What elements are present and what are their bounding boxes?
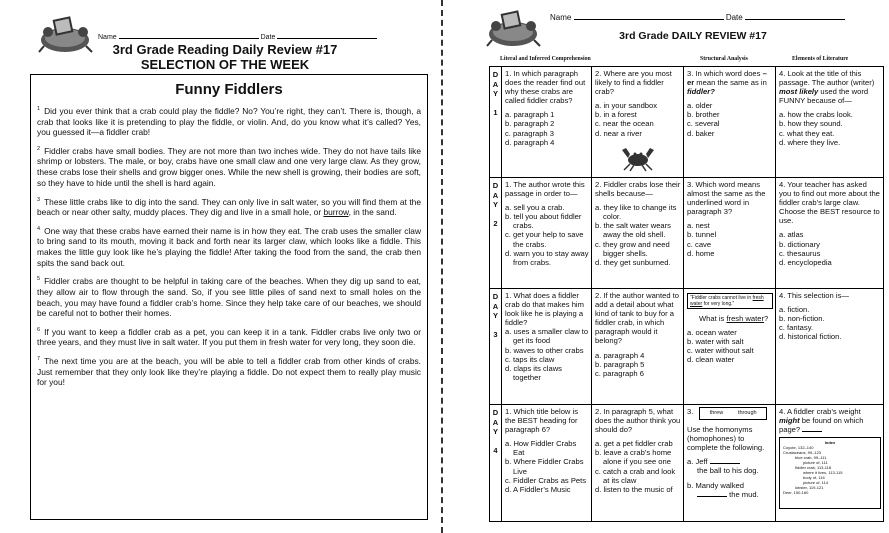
crab-logo-icon — [486, 6, 542, 48]
name-label: Name — [98, 34, 117, 41]
answer-option[interactable]: b. brother — [687, 110, 720, 120]
answer-option[interactable]: a. ocean water — [687, 328, 737, 338]
index-line: Deer, 150-160 — [783, 490, 809, 496]
day-letter: D — [492, 408, 499, 417]
answer-option[interactable]: b. dictionary — [779, 239, 820, 249]
fill-in-text: the ball to his dog. — [697, 466, 759, 476]
question-text — [687, 314, 773, 323]
review-page — [448, 0, 889, 533]
answer-option[interactable]: a. nest — [687, 221, 710, 231]
day-row-4 — [490, 405, 883, 521]
day-letter: Y — [492, 427, 498, 436]
day-number: 4 — [493, 445, 498, 455]
question-part: be found on which page? — [779, 416, 864, 435]
answer-option[interactable]: c. they grow and need bigger shells. — [595, 239, 670, 258]
question-part: 4. Look at the title of this passage. The author (writer) — [779, 69, 875, 88]
answer-option[interactable]: d. encyclopedia — [779, 257, 832, 267]
answer-option[interactable]: d. listen to the music of — [595, 484, 673, 494]
question-cell — [684, 67, 776, 177]
quote-underlined: fresh water — [690, 295, 764, 307]
question-cell — [502, 289, 592, 404]
answer-option[interactable]: b. tell you about fiddler crabs. — [505, 212, 582, 231]
answer-option[interactable]: b. water with salt — [687, 337, 744, 347]
answer-option[interactable]: c. paragraph 3 — [505, 128, 554, 138]
answer-option[interactable]: b. how they sound. — [779, 119, 843, 129]
question-text — [687, 69, 773, 96]
answer-option[interactable]: a. sell you a crab. — [505, 203, 565, 213]
paragraph-text: These little crabs like to dig into the sand. They can only live in salt water, so you will find them at the beach or near other salty, muddy places. They dig and live in a small hole, or — [37, 196, 421, 218]
question-text: 2. In paragraph 5, what does the author think you should do? — [595, 407, 681, 435]
question-cell — [776, 405, 883, 521]
question-text: 1. In which paragraph does the reader find out why these crabs are called fiddler crabs? — [505, 69, 586, 106]
paragraph-text: Fiddler crabs are thought to be helpful in taking care of the beaches. When they dig up sand to eat, they allow air to flow through the sand. So, if you see little piles of sand next to small holes on the beach, you may have found a fiddler crab’s home. Since they help take care of our beaches, we should be careful not to bother their homes. — [37, 276, 421, 319]
paragraph-text: One way that these crabs have earned their name is in how they eat. The crab uses the smaller claw to bring sand to its mouth, moving it back and forth near its larger claw, which looks like a fiddle. This makes the little guy look like he’s playing the fiddle! After taking the food from the sand, the crab then spits the sand back out. — [37, 225, 421, 268]
paragraph-text: Did you ever think that a crab could play the fiddle? No? You’re right, they can’t. There is, though, a crab that looks like it is pretending to play the fiddle, or violin. And, do you know what it’s called? Yes, you guessed it—a fiddler crab! — [37, 105, 421, 138]
answer-option[interactable]: b. non-fiction. — [779, 314, 825, 324]
answer-option[interactable]: d. A Fiddler’s Music — [505, 484, 571, 494]
paragraph-4 — [37, 224, 421, 269]
question-cell — [592, 178, 684, 288]
index-line: blue crab, 99–111 — [795, 455, 827, 461]
question-cell — [502, 405, 592, 521]
date-blank[interactable] — [277, 32, 377, 39]
paragraph-text: , in the sand. — [348, 207, 397, 218]
index-line: Crustaceans, 99–123 — [783, 450, 822, 456]
answer-option[interactable]: a. fiction. — [779, 305, 810, 315]
answer-blank[interactable] — [802, 425, 822, 432]
day-row-1 — [490, 67, 883, 178]
fill-in-item — [687, 490, 773, 499]
selection-page — [0, 0, 438, 533]
answer-option[interactable]: d. baker — [687, 128, 715, 138]
question-part: What is — [699, 314, 727, 323]
answer-option[interactable]: b. tunnel — [687, 230, 717, 240]
selection-box — [30, 74, 428, 520]
answer-option[interactable]: a. uses a smaller claw to get its food — [505, 327, 589, 346]
answer-option[interactable]: b. Where Fiddler Crabs Live — [505, 457, 584, 476]
day-row-2 — [490, 178, 883, 289]
paragraph-number: 4 — [37, 225, 41, 232]
page-title: 3rd Grade DAILY REVIEW #17 — [619, 30, 767, 42]
fill-in-label: a. Jeff — [687, 457, 708, 467]
paragraph-number: 3 — [37, 196, 41, 203]
column-headings — [488, 56, 888, 66]
day-label — [490, 178, 502, 288]
answer-option[interactable]: c. Fiddler Crabs as Pets — [505, 475, 587, 485]
index-line: picture of, 111 — [803, 460, 828, 466]
question-cell — [684, 289, 776, 404]
paragraph-7 — [37, 354, 421, 388]
question-text: 4. Your teacher has asked you to find out more about the fiddler crab’s large claw. Choose the BEST resource to use. — [779, 180, 880, 226]
question-text: 4. This selection is— — [779, 291, 849, 300]
answer-option[interactable]: d. claps its claws together — [505, 363, 562, 382]
day-letter: A — [492, 301, 499, 311]
answer-option[interactable]: b. in a forest — [595, 110, 637, 120]
answer-blank[interactable] — [710, 457, 740, 464]
paragraph-5 — [37, 274, 421, 319]
fill-in-item — [687, 457, 773, 466]
paragraph-number: 7 — [37, 356, 41, 363]
paragraph-number: 6 — [37, 326, 41, 333]
answer-option[interactable]: d. they get sunburned. — [595, 257, 671, 267]
answer-option[interactable]: d. paragraph 4 — [505, 137, 555, 147]
title-line-1: 3rd Grade Reading Daily Review #17 — [112, 42, 338, 57]
day-label — [490, 289, 502, 404]
day-letter: A — [492, 190, 499, 200]
answer-option[interactable]: d. clean water — [687, 355, 735, 365]
day-letter: A — [492, 417, 499, 427]
answer-option[interactable]: c. taps its claw — [505, 354, 555, 364]
day-number: 2 — [493, 218, 498, 228]
day-letter: A — [492, 79, 499, 89]
paragraph-number: 5 — [37, 276, 41, 283]
paragraph-text: The next time you are at the beach, you will be able to tell a fiddler crab from other kinds of crabs. Just remember that they only look like they’re playing a fiddle. Do not expect them to really play music for you! — [37, 355, 421, 388]
day-letter: Y — [492, 89, 498, 98]
answer-option[interactable]: d. near a river — [595, 128, 642, 138]
question-part: used the word FUNNY because of— — [779, 87, 869, 106]
day-letter: D — [492, 292, 499, 301]
fold-line — [441, 0, 443, 533]
homonym-box — [699, 407, 767, 420]
quote-box — [687, 293, 773, 309]
index-line: picture of, 114 — [803, 480, 829, 486]
name-label: Name — [550, 13, 572, 22]
question-cell — [684, 405, 776, 521]
question-text: Use the homonyms (homophones) to complete the following. — [687, 425, 765, 453]
homonym-word: through — [737, 410, 757, 416]
answer-option[interactable]: c. cave — [687, 239, 712, 249]
day-letter: Y — [492, 311, 498, 320]
question-number: 3. — [687, 407, 694, 416]
paragraph-number: 2 — [37, 145, 41, 152]
answer-option[interactable]: c. what they eat. — [779, 128, 835, 138]
question-text: 2. Where are you most likely to find a fiddler crab? — [595, 69, 672, 97]
answer-option[interactable]: a. paragraph 1 — [505, 110, 555, 120]
day-number: 3 — [493, 329, 498, 339]
day-label — [490, 67, 502, 177]
paragraph-text: Fiddler crabs have small bodies. They are not more than two inches wide. They do not have tails like shrimp or lobsters. The male, or boy, crabs have one small claw and one very large claw. As they grow, these crabs lose their shells and grow bigger ones. While the new shell is growing, their bodies are soft, so they have to hide until the shell is hard again. — [37, 145, 421, 188]
fill-in-item — [687, 481, 773, 490]
answer-option[interactable]: a. older — [687, 101, 713, 111]
title-line-2: SELECTION OF THE WEEK — [140, 57, 310, 72]
name-date-line — [98, 32, 377, 41]
day-letter: D — [492, 70, 499, 79]
question-emphasis: most likely — [779, 87, 819, 97]
question-text — [779, 407, 881, 434]
name-date-line — [550, 13, 845, 22]
question-cell — [776, 289, 883, 404]
answer-option[interactable]: b. leave a crab’s home alone if you see one — [595, 448, 672, 467]
answer-option[interactable]: a. how the crabs look. — [779, 110, 853, 120]
date-blank[interactable] — [745, 13, 845, 20]
question-emphasis: might — [779, 416, 800, 426]
paragraph-text: If you want to keep a fiddler crab as a pet, you can keep it in a tank. Fiddler crabs live only two or three years, and they must live in salt water. If you put them in fresh water for very long, they soon die. — [37, 326, 421, 348]
question-part: ? — [764, 314, 769, 323]
date-label: Date — [725, 13, 743, 22]
column-heading: Structural Analysis — [700, 56, 748, 62]
day-row-3 — [490, 289, 883, 405]
answer-option[interactable]: c. near the ocean — [595, 119, 654, 129]
column-heading: Elements of Literature — [792, 56, 849, 62]
question-suffix: –er — [687, 69, 767, 88]
answer-option[interactable]: c. water without salt — [687, 346, 754, 356]
day-letter: Y — [492, 200, 498, 209]
name-blank[interactable] — [119, 32, 259, 39]
question-cell — [592, 289, 684, 404]
answer-option[interactable]: c. thesaurus — [779, 248, 821, 258]
question-cell — [776, 178, 883, 288]
day-letter: D — [492, 181, 499, 190]
answer-option[interactable]: a. How Fiddler Crabs Eat — [505, 439, 577, 458]
question-cell — [592, 405, 684, 521]
question-text — [779, 69, 881, 105]
answer-blank[interactable] — [697, 490, 727, 497]
question-text: 3. Which word means almost the same as the underlined word in paragraph 3? — [687, 180, 766, 217]
question-cell — [502, 67, 592, 177]
answer-option[interactable]: c. catch a crab and look at its claw — [595, 466, 676, 485]
index-line: Coyote, 132–140 — [783, 445, 814, 451]
answer-option[interactable]: b. waves to other crabs — [505, 345, 584, 355]
answer-option[interactable]: d. home — [687, 248, 715, 258]
question-part: mean the same as in — [694, 78, 767, 88]
question-text: 2. Fiddler crabs lose their shells because— — [595, 180, 681, 199]
date-label: Date — [260, 34, 276, 41]
answer-option[interactable]: c. paragraph 6 — [595, 368, 644, 378]
name-blank[interactable] — [574, 13, 724, 20]
index-line: fiddler crab, 113-118 — [795, 465, 832, 471]
paragraph-1 — [37, 104, 421, 138]
paragraph-number: 1 — [37, 106, 41, 112]
question-cell — [684, 178, 776, 288]
index-line: where it lives, 113-115 — [803, 470, 843, 476]
underlined-word: burrow — [323, 207, 349, 218]
question-cell — [502, 178, 592, 288]
answer-option[interactable]: b. paragraph 5 — [595, 359, 645, 369]
question-cell — [592, 67, 684, 177]
answer-option[interactable]: d. where they live. — [779, 137, 841, 147]
answer-option[interactable]: a. in your sandbox — [595, 101, 658, 111]
answer-option[interactable]: a. they like to change its color. — [595, 203, 677, 222]
quote-text: “Fiddler crabs cannot live in — [690, 295, 753, 301]
answer-option[interactable]: a. get a pet fiddler crab — [595, 439, 673, 449]
page-title — [70, 42, 380, 72]
question-part: 3. In which word does — [687, 69, 763, 78]
review-grid — [489, 66, 884, 522]
answer-option[interactable]: d. historical fiction. — [779, 332, 842, 342]
question-text: 1. The author wrote this passage in order to— — [505, 180, 585, 199]
homonym-word: threw — [709, 410, 724, 416]
answer-option[interactable]: c. fantasy. — [779, 323, 814, 333]
index-heading: Index — [824, 440, 836, 446]
question-underlined: fresh water — [726, 314, 764, 323]
answer-option[interactable]: b. paragraph 2 — [505, 119, 555, 129]
quote-text: for very long.” — [702, 301, 735, 307]
question-text: 1. Which title below is the BEST heading for paragraph 6? — [505, 407, 579, 435]
paragraph-2 — [37, 144, 421, 189]
question-text: 2. If the author wanted to add a detail about what kind of tank to buy for a fiddler crab, in which paragraph would it belong? — [595, 291, 680, 346]
answer-option[interactable]: b. the salt water wears away the old shell. — [595, 221, 671, 240]
index-line: lobster, 119-121 — [795, 485, 824, 491]
question-cell — [776, 67, 883, 177]
selection-title: Funny Fiddlers — [175, 81, 283, 98]
column-heading: Literal and Inferred Comprehension — [500, 56, 591, 62]
answer-option[interactable]: a. paragraph 4 — [595, 350, 645, 360]
answer-option[interactable]: d. warn you to stay away from crabs. — [505, 248, 589, 267]
answer-option[interactable]: c. get your help to save the crabs. — [505, 230, 584, 249]
fill-in-text: the mud. — [729, 489, 759, 499]
answer-option[interactable]: a. atlas — [779, 230, 804, 240]
question-text: 1. What does a fiddler crab do that makes him look like he is playing a fiddle? — [505, 291, 584, 328]
homonym-row — [687, 407, 773, 425]
answer-option[interactable]: c. several — [687, 119, 720, 129]
day-number: 1 — [493, 107, 498, 117]
day-label — [490, 405, 502, 521]
question-part: 4. A fiddler crab’s weight — [779, 407, 861, 416]
crab-icon — [620, 142, 656, 172]
paragraph-3 — [37, 195, 421, 218]
question-word: fiddler? — [687, 87, 715, 97]
paragraph-6 — [37, 325, 421, 348]
index-line: body of, 116 — [803, 475, 825, 481]
index-box — [779, 437, 881, 509]
fill-in-label: b. Mandy walked — [687, 480, 744, 490]
